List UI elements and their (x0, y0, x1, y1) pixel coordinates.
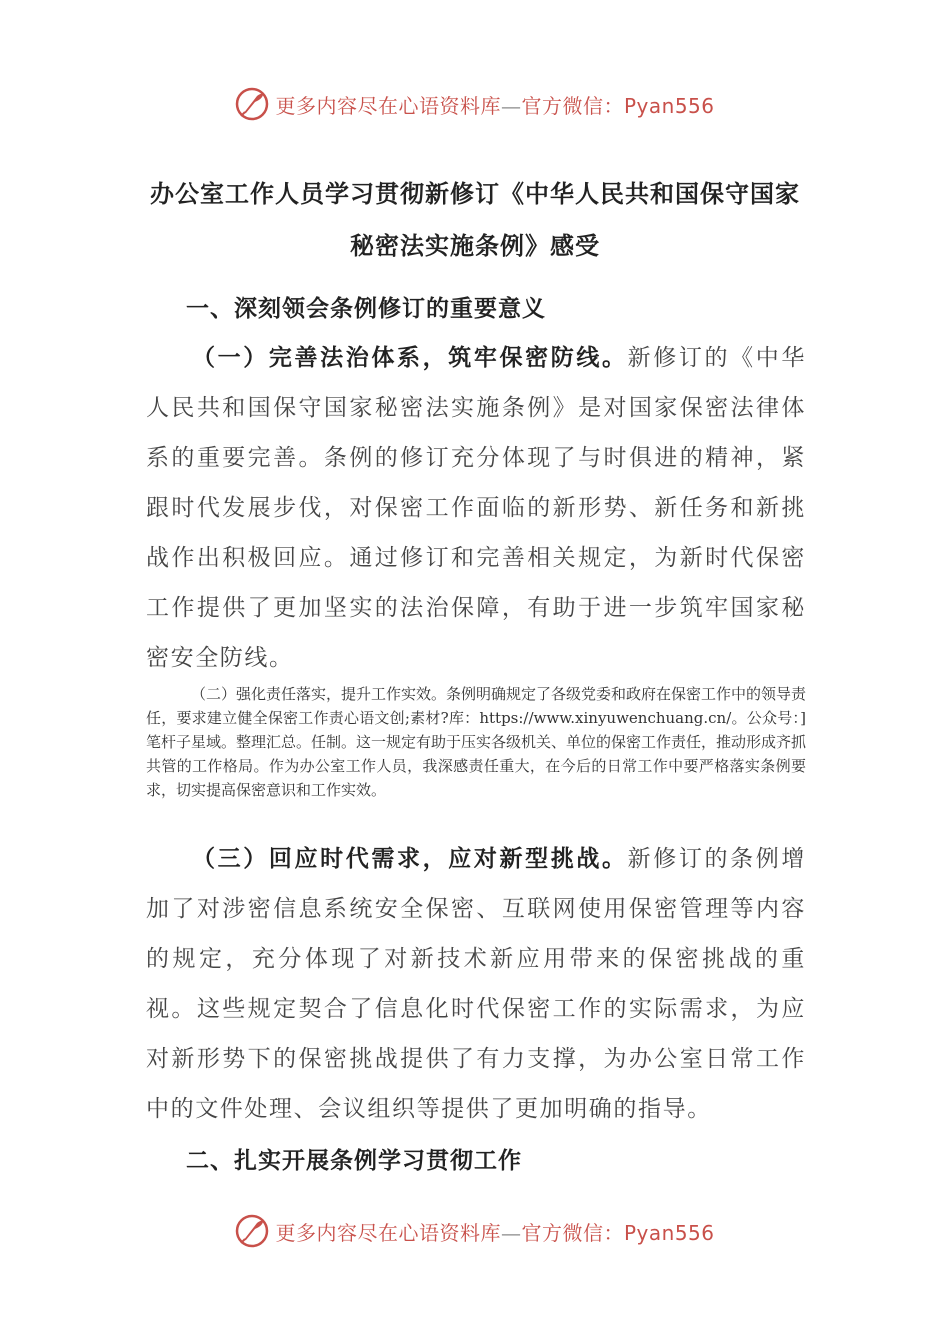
banner-text: 更多内容尽在心语资料库—官方微信：Pyan556 (275, 93, 715, 118)
document-title: 办公室工作人员学习贯彻新修订《中华人民共和国保守国家秘密法实施条例》感受 (150, 179, 800, 260)
paragraph-2: （二）强化责任落实，提升工作实效。条例明确规定了各级党委和政府在保密工作中的领导责任，要求建立健全保密工作责心语文创;素材?库：https://www.xinyuwenchuang.cn/。公众号：]笔杆子星域。整理汇总。任制。这一规定有助于压实各级机关、单位的保密工作责任，推动形成齐抓共管的工作格局。作为办公室工作人员，我深感责任重大，在今后的日常工作中要严格落实条例要求，切实提高保密意识和工作实效。 (146, 685, 807, 799)
quill-logo-icon (235, 1214, 269, 1248)
paragraph-1 (146, 333, 806, 683)
quill-logo-icon (235, 87, 269, 121)
paragraph-1-body: 新修订的《中华人民共和国保守国家秘密法实施条例》是对国家保密法律体系的重要完善。条例的修订充分体现了与时俱进的精神，紧跟时代发展步伐，对保密工作面临的新形势、新任务和新挑战作出积极回应。通过修订和完善相关规定，为新时代保密工作提供了更加坚实的法治保障，有助于进一步筑牢国家秘密安全防线。 (146, 345, 806, 671)
paragraph-3-lead: （三）回应时代需求，应对新型挑战。 (192, 845, 628, 872)
banner-text: 更多内容尽在心语资料库—官方微信：Pyan556 (275, 1220, 715, 1245)
footer-banner (0, 1211, 950, 1251)
paragraph-3 (146, 834, 806, 1134)
section-heading-2: 二、扎实开展条例学习贯彻工作 (186, 1147, 522, 1174)
paragraph-1-lead: （一）完善法治体系，筑牢保密防线。 (192, 344, 628, 371)
section-heading-1: 一、深刻领会条例修订的重要意义 (186, 295, 546, 322)
header-banner (0, 84, 950, 124)
paragraph-3-body: 新修订的条例增加了对涉密信息系统安全保密、互联网使用保密管理等内容的规定，充分体现了对新技术新应用带来的保密挑战的重视。这些规定契合了信息化时代保密工作的实际需求，为应对新形势下的保密挑战提供了有力支撑，为办公室日常工作中的文件处理、会议组织等提供了更加明确的指导。 (146, 846, 806, 1122)
